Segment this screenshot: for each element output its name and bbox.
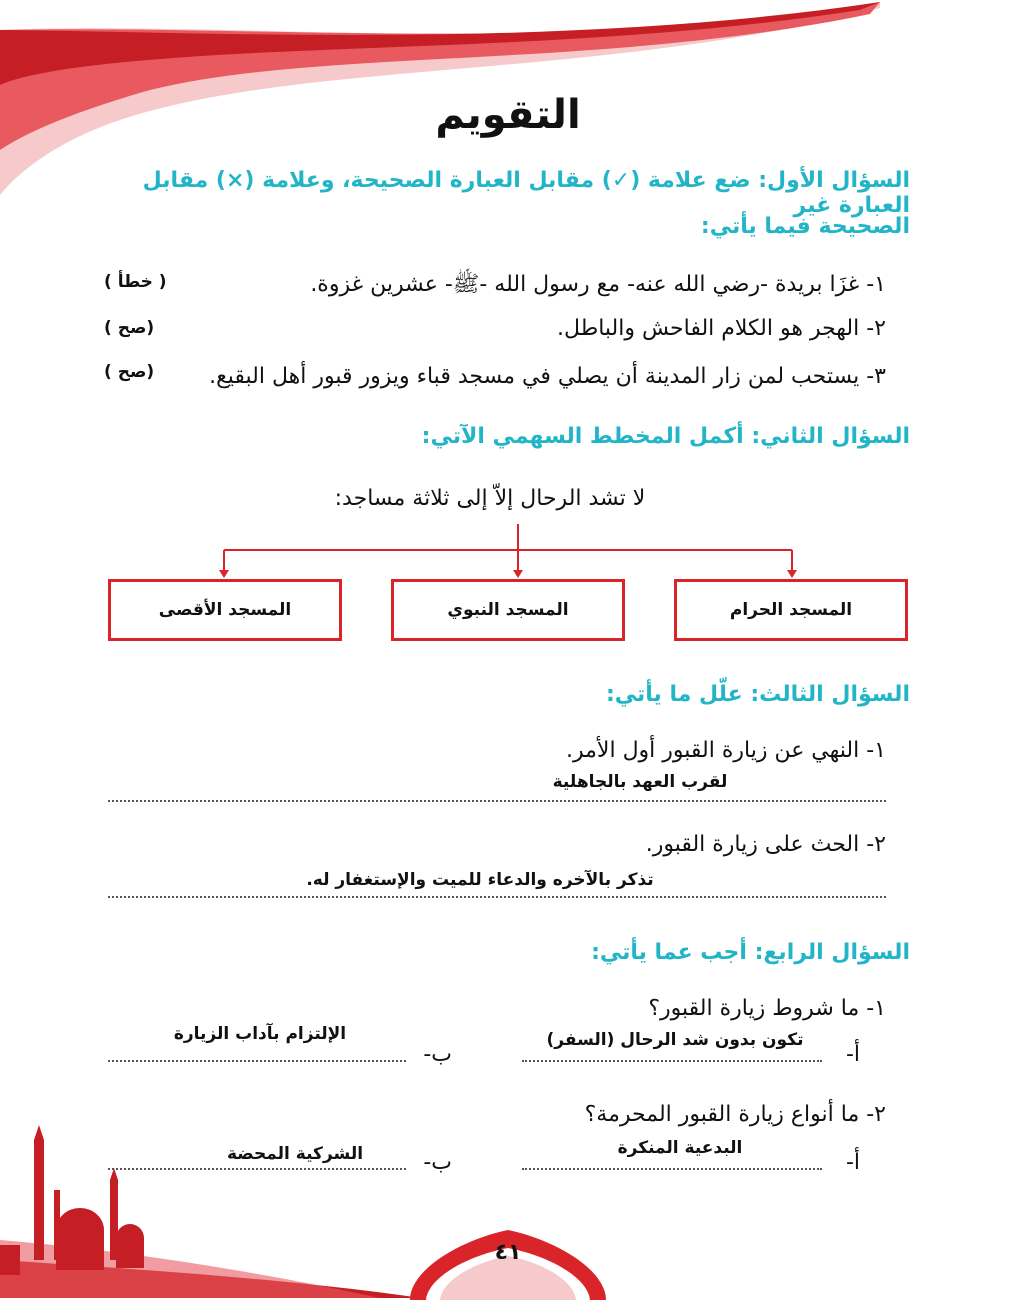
q1-item-2-mark: (صح ) (104, 318, 155, 338)
q4-item-1-a-label: أ- (845, 1042, 860, 1067)
q1-item-1: ١- غزَا بريدة -رضي الله عنه- مع رسول الله -ﷺ- عشرين غزوة. (310, 272, 886, 297)
q4-item-1-b-line (108, 1060, 406, 1062)
q1-heading-line1: السؤال الأول: ضع علامة (✓) مقابل العبارة الصحيحة، وعلامة (×) مقابل العبارة غير (142, 168, 910, 218)
q1-item-3: ٣- يستحب لمن زار المدينة أن يصلي في مسجد قباء ويزور قبور أهل البقيع. (209, 364, 886, 389)
q4-item-1-a-line (522, 1060, 822, 1062)
page-number: ٤١ (494, 1240, 522, 1265)
q2-arrow-diagram (0, 520, 1016, 580)
q3-item-1: ١- النهي عن زيارة القبور أول الأمر. (566, 738, 886, 763)
q3-heading: السؤال الثالث: علّل ما يأتي: (605, 682, 910, 707)
q4-item-2-a-line (522, 1168, 822, 1170)
q2-heading: السؤال الثاني: أكمل المخطط السهمي الآتي: (421, 424, 910, 449)
q3-item-2-answer-line (108, 896, 886, 898)
q1-item-2: ٢- الهجر هو الكلام الفاحش والباطل. (557, 316, 886, 341)
q3-item-1-answer: لقرب العهد بالجاهلية (552, 772, 728, 792)
mosque-decoration (0, 1120, 1016, 1300)
q1-item-1-mark: ( خطأ ) (104, 272, 167, 292)
q4-item-1-b-answer: الإلتزام بآداب الزيارة (173, 1024, 347, 1044)
q2-box-aqsa: المسجد الأقصى (108, 579, 342, 641)
q3-item-2: ٢- الحث على زيارة القبور. (645, 832, 886, 857)
q2-box-haram: المسجد الحرام (674, 579, 908, 641)
q3-item-2-answer: تذكر بالآخره والدعاء للميت والإستغفار له. (306, 870, 654, 890)
q4-item-2-a-label: أ- (845, 1150, 860, 1175)
q4-item-2-b-answer: الشركية المحضة (226, 1144, 364, 1164)
page-title: التقويم (435, 92, 581, 138)
q4-item-1-a-answer: تكون بدون شد الرحال (السفر) (546, 1030, 804, 1050)
q2-box-nabawi: المسجد النبوي (391, 579, 625, 641)
q4-item-1-b-label: ب- (423, 1042, 452, 1067)
q4-item-2-b-line (108, 1168, 406, 1170)
q4-item-1: ١- ما شروط زيارة القبور؟ (648, 996, 886, 1021)
q4-item-2-a-answer: البدعية المنكرة (617, 1138, 743, 1158)
q4-item-2-b-label: ب- (423, 1150, 452, 1175)
q3-item-1-answer-line (108, 800, 886, 802)
q4-heading: السؤال الرابع: أجب عما يأتي: (591, 940, 910, 965)
q1-item-3-mark: (صح ) (104, 362, 155, 382)
q1-heading-line2: الصحيحة فيما يأتي: (700, 214, 910, 239)
q4-item-2: ٢- ما أنواع زيارة القبور المحرمة؟ (584, 1102, 886, 1127)
q2-root-text: لا تشد الرحال إلاّ إلى ثلاثة مساجد: (334, 486, 646, 511)
